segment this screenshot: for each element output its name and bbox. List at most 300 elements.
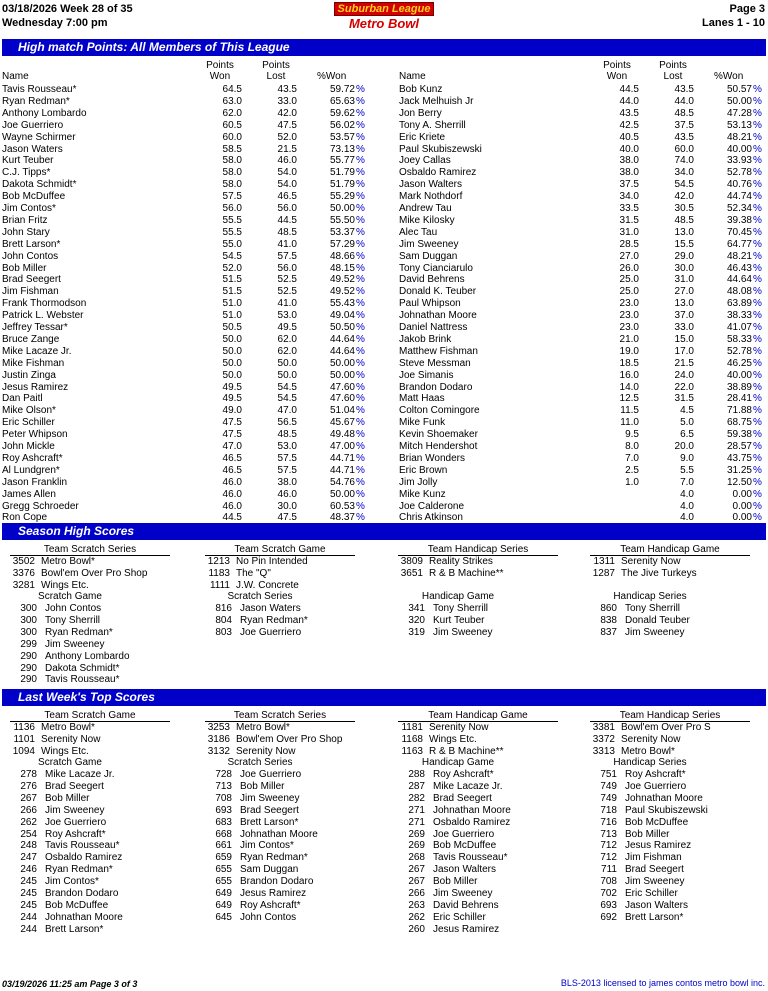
score-entry	[10, 603, 101, 615]
score-entry	[585, 722, 711, 734]
last-week-section-bar: Last Week's Top Scores	[2, 689, 766, 706]
bowler-name: Ryan Redman*	[240, 614, 308, 626]
score-entry	[5, 734, 100, 746]
player-name: Paul Skubiszewski	[399, 143, 482, 155]
individual-category-title: Scratch Game	[38, 591, 102, 602]
bowling-center-name: Metro Bowl	[348, 16, 420, 31]
score-entry	[205, 840, 294, 852]
score-entry	[398, 603, 488, 615]
score-entry	[205, 769, 301, 781]
score-entry	[205, 888, 306, 900]
score-entry	[393, 722, 488, 734]
points-won: 31.0	[619, 226, 639, 238]
percent-sign: %	[753, 167, 762, 179]
player-name: Colton Comingore	[399, 405, 480, 417]
player-name: Jim Sweeney	[399, 238, 459, 250]
points-won: 51.0	[222, 298, 242, 310]
column-header-points-lost: Lost	[266, 71, 286, 82]
score-entry	[590, 852, 682, 864]
points-lost: 42.0	[277, 107, 297, 119]
score-value: 287	[408, 780, 425, 792]
pct-won: 64.77	[726, 238, 752, 250]
bowler-name: Bob Miller	[433, 876, 478, 888]
percent-sign: %	[753, 417, 762, 429]
pct-won: 54.76	[329, 476, 355, 488]
player-name: Jakob Brink	[399, 333, 452, 345]
pct-won: 55.29	[329, 191, 355, 203]
player-name: Jim Contos*	[2, 203, 56, 214]
pct-won: 40.00	[726, 143, 752, 155]
points-lost: 46.0	[277, 488, 297, 500]
score-value: 267	[20, 792, 37, 804]
bowler-name: Brett Larson*	[45, 923, 104, 935]
percent-sign: %	[356, 107, 365, 119]
points-won: 28.5	[619, 238, 639, 250]
percent-sign: %	[753, 214, 762, 226]
player-name: Brandon Dodaro	[399, 381, 473, 393]
team-category-title: Team Scratch Game	[205, 544, 355, 556]
player-name: Jon Berry	[399, 107, 442, 119]
bowler-team-name: J.W. Concrete	[236, 579, 299, 591]
score-entry	[590, 769, 686, 781]
score-value: 683	[215, 816, 232, 828]
individual-category-title: Handicap Series	[613, 591, 687, 602]
points-won: 63.0	[222, 95, 242, 107]
bowler-team-name: Bowl'em Over Pro Shop	[236, 733, 343, 745]
percent-sign: %	[753, 95, 762, 107]
points-lost: 53.0	[277, 310, 297, 322]
score-value: 659	[215, 852, 232, 864]
bowler-name: Jim Contos*	[45, 876, 99, 888]
score-entry	[205, 912, 296, 924]
percent-sign: %	[753, 405, 762, 417]
bowler-name: Bob McDuffee	[433, 840, 497, 852]
bowler-team-name: Wings Etc.	[41, 579, 89, 591]
high-match-section-bar: High match Points: All Members of This League	[2, 39, 766, 56]
pct-won: 33.93	[726, 155, 752, 167]
points-won: 51.5	[222, 274, 242, 286]
player-name: John Stary	[2, 226, 50, 238]
score-value: 3132	[207, 745, 230, 757]
percent-sign: %	[356, 84, 365, 95]
score-value: 1183	[208, 567, 230, 579]
pct-won: 46.25	[726, 357, 752, 369]
points-won: 33.5	[619, 203, 639, 214]
bowler-name: Donald Teuber	[625, 614, 690, 626]
score-entry	[398, 852, 507, 864]
player-name: Dan Paitl	[2, 393, 43, 405]
player-name: Mike Funk	[399, 417, 446, 429]
player-name: Sam Duggan	[399, 250, 458, 262]
player-name: Peter Whipson	[2, 429, 68, 441]
score-value: 749	[600, 792, 617, 804]
points-lost: 4.5	[680, 405, 694, 417]
pct-won: 60.53	[329, 500, 355, 512]
pct-won: 50.50	[329, 322, 355, 333]
pct-won: 43.75	[726, 452, 752, 464]
points-won: 47.5	[222, 429, 242, 441]
player-name: Mike Kunz	[399, 488, 446, 500]
points-lost: 27.0	[674, 286, 694, 298]
points-lost: 21.5	[674, 357, 694, 369]
percent-sign: %	[753, 322, 762, 333]
bowler-name: Jason Waters	[240, 603, 301, 614]
player-name: Joe Calderone	[399, 500, 465, 512]
pct-won: 49.04	[329, 310, 355, 322]
bowler-name: Johnathan Moore	[45, 911, 123, 923]
bowler-team-name: Serenity Now	[621, 556, 681, 567]
points-won: 40.0	[619, 143, 639, 155]
score-value: 319	[408, 626, 425, 638]
score-entry	[398, 888, 492, 900]
points-won: 49.0	[222, 405, 242, 417]
percent-sign: %	[356, 155, 365, 167]
score-value: 3186	[207, 733, 230, 745]
points-won: 58.0	[222, 179, 242, 191]
individual-category-title: Scratch Series	[227, 591, 293, 602]
percent-sign: %	[753, 357, 762, 369]
bowler-name: Anthony Lombardo	[45, 650, 130, 662]
points-lost: 44.5	[277, 214, 297, 226]
bowler-name: Jim Sweeney	[45, 638, 105, 650]
player-name: Brian Wonders	[399, 452, 465, 464]
percent-sign: %	[356, 167, 365, 179]
score-entry	[585, 556, 680, 568]
score-value: 269	[408, 828, 425, 840]
points-won: 25.0	[619, 286, 639, 298]
percent-sign: %	[753, 179, 762, 191]
bowler-team-name: Metro Bowl*	[41, 556, 95, 567]
points-won: 40.5	[619, 131, 639, 143]
bowler-name: Brad Seegert	[45, 780, 104, 792]
bowler-team-name: Bowl'em Over Pro S	[621, 722, 711, 733]
bowler-name: Joe Guerriero	[625, 780, 687, 792]
score-entry	[590, 781, 686, 793]
bowler-name: Roy Ashcraft*	[45, 828, 106, 840]
points-lost: 20.0	[674, 441, 694, 452]
pct-won: 47.28	[726, 107, 752, 119]
score-entry	[10, 829, 106, 841]
bowler-team-name: No Pin Intended	[236, 556, 308, 567]
pct-won: 40.76	[726, 179, 752, 191]
points-lost: 5.5	[680, 464, 694, 476]
points-lost: 60.0	[674, 143, 694, 155]
percent-sign: %	[753, 393, 762, 405]
score-entry	[393, 746, 503, 758]
percent-sign: %	[356, 500, 365, 512]
bowler-name: Jim Fishman	[625, 852, 682, 864]
points-won: 54.5	[222, 250, 242, 262]
bowler-name: Osbaldo Ramirez	[45, 852, 123, 864]
points-won: 8.0	[625, 441, 639, 452]
percent-sign: %	[356, 405, 365, 417]
player-name: Osbaldo Ramirez	[399, 167, 477, 179]
pct-won: 49.48	[329, 429, 355, 441]
player-name: Bob Miller	[2, 262, 47, 274]
score-value: 262	[20, 816, 37, 828]
points-won: 51.5	[222, 286, 242, 298]
bowler-name: Mike Lacaze Jr.	[433, 780, 503, 792]
player-name: Brian Fritz	[2, 214, 48, 226]
pct-won: 31.25	[726, 464, 752, 476]
points-won: 46.5	[222, 464, 242, 476]
points-lost: 43.5	[277, 84, 297, 95]
points-won: 38.0	[619, 155, 639, 167]
points-won: 44.5	[222, 512, 242, 524]
score-entry	[398, 793, 492, 805]
column-header-points-won: Points	[603, 60, 631, 71]
bowler-name: Joe Guerriero	[433, 828, 495, 840]
points-won: 56.0	[222, 203, 242, 214]
bowler-name: Tony Sherrill	[625, 603, 681, 614]
percent-sign: %	[356, 143, 365, 155]
score-value: 282	[408, 792, 425, 804]
points-won: 44.0	[619, 95, 639, 107]
score-value: 244	[20, 911, 37, 923]
player-name: Roy Ashcraft*	[2, 452, 63, 464]
pct-won: 59.38	[726, 429, 752, 441]
points-lost: 62.0	[277, 345, 297, 357]
score-value: 267	[408, 876, 425, 888]
points-lost: 15.0	[674, 333, 694, 345]
score-entry	[200, 568, 271, 580]
score-entry	[585, 734, 680, 746]
score-entry	[10, 817, 106, 829]
bowler-name: Brad Seegert	[625, 864, 684, 876]
score-value: 3502	[12, 556, 35, 567]
bowler-name: Tony Sherrill	[433, 603, 489, 614]
pct-won: 55.43	[329, 298, 355, 310]
bowler-team-name: Wings Etc.	[429, 733, 477, 745]
pct-won: 52.78	[726, 345, 752, 357]
score-entry	[205, 805, 299, 817]
score-entry	[10, 912, 123, 924]
points-lost: 74.0	[674, 155, 694, 167]
score-entry	[398, 769, 494, 781]
percent-sign: %	[753, 333, 762, 345]
points-lost: 43.5	[674, 84, 694, 95]
points-lost: 57.5	[277, 250, 297, 262]
score-entry	[398, 829, 494, 841]
score-value: 816	[215, 603, 232, 614]
player-name: Tavis Rousseau*	[2, 84, 77, 95]
score-value: 3651	[400, 567, 423, 579]
player-name: Joe Guerriero	[2, 119, 64, 131]
score-value: 288	[408, 769, 425, 780]
points-won: 46.0	[222, 500, 242, 512]
score-value: 269	[408, 840, 425, 852]
score-value: 1213	[207, 556, 230, 567]
points-won: 57.5	[222, 191, 242, 203]
bowler-name: Jim Sweeney	[433, 626, 493, 638]
points-won: 46.0	[222, 476, 242, 488]
points-lost: 13.0	[674, 226, 694, 238]
score-value: 3313	[592, 745, 615, 757]
bowler-team-name: Metro Bowl*	[236, 722, 290, 733]
percent-sign: %	[753, 203, 762, 214]
percent-sign: %	[753, 369, 762, 381]
score-entry	[590, 615, 690, 627]
pct-won: 50.00	[329, 369, 355, 381]
score-entry	[10, 840, 119, 852]
bowler-name: Johnathan Moore	[433, 804, 511, 816]
pct-won: 28.41	[726, 393, 752, 405]
points-won: 12.5	[619, 393, 639, 405]
points-won: 25.0	[619, 274, 639, 286]
bowler-name: Bob Miller	[45, 792, 90, 804]
points-lost: 37.0	[674, 310, 694, 322]
individual-category-title: Scratch Game	[38, 757, 102, 768]
score-value: 692	[600, 911, 617, 923]
score-entry	[590, 912, 683, 924]
individual-category-title: Handicap Series	[613, 757, 687, 768]
score-value: 693	[600, 899, 617, 911]
bowler-name: Jesus Ramirez	[625, 840, 692, 852]
score-value: 1181	[401, 722, 423, 733]
points-lost: 56.0	[277, 262, 297, 274]
player-name: Daniel Nattress	[399, 322, 468, 333]
player-name: Jason Waters	[2, 143, 63, 155]
player-name: Jason Walters	[399, 179, 462, 191]
bowler-team-name: Serenity Now	[41, 733, 101, 745]
score-value: 661	[215, 840, 232, 852]
score-entry	[393, 568, 503, 580]
score-value: 3809	[400, 556, 423, 567]
percent-sign: %	[753, 310, 762, 322]
points-won: 26.0	[619, 262, 639, 274]
column-header-points-lost: Lost	[663, 71, 683, 82]
player-name: Jason Franklin	[2, 476, 68, 488]
bowler-name: Bob Miller	[240, 780, 285, 792]
percent-sign: %	[753, 226, 762, 238]
points-lost: 9.0	[680, 452, 694, 464]
score-entry	[10, 615, 100, 627]
points-lost: 7.0	[680, 476, 694, 488]
pct-won: 38.33	[726, 310, 752, 322]
bowler-name: Dakota Schmidt*	[45, 662, 120, 674]
bowler-name: Bob Miller	[625, 828, 670, 840]
points-lost: 52.5	[277, 274, 297, 286]
player-name: Tony A. Sherrill	[399, 119, 466, 131]
bowler-name: Tavis Rousseau*	[433, 852, 508, 864]
score-entry	[10, 852, 122, 864]
points-lost: 53.0	[277, 441, 297, 452]
player-name: Jim Jolly	[399, 476, 438, 488]
pct-won: 44.64	[726, 274, 752, 286]
pct-won: 12.50	[726, 476, 752, 488]
pct-won: 48.08	[726, 286, 752, 298]
pct-won: 68.75	[726, 417, 752, 429]
bowler-team-name: Wings Etc.	[41, 745, 89, 757]
score-value: 749	[600, 780, 617, 792]
percent-sign: %	[753, 488, 762, 500]
column-header-name: Name	[399, 71, 426, 82]
percent-sign: %	[356, 274, 365, 286]
points-lost: 57.5	[277, 452, 297, 464]
bowler-name: Roy Ashcraft*	[240, 899, 301, 911]
column-header-points-lost: Points	[659, 60, 687, 71]
season-high-section-bar: Season High Scores	[2, 523, 766, 540]
score-value: 300	[20, 626, 37, 638]
column-header-points-lost: Points	[262, 60, 290, 71]
bowler-team-name: The Jive Turkeys	[621, 567, 697, 579]
bowler-name: Joe Guerriero	[45, 816, 107, 828]
score-value: 1101	[13, 733, 35, 745]
pct-won: 44.71	[329, 452, 355, 464]
player-name: Andrew Tau	[399, 203, 452, 214]
points-won: 50.0	[222, 333, 242, 345]
bowler-team-name: Bowl'em Over Pro Shop	[41, 567, 148, 579]
score-value: 245	[20, 888, 37, 899]
score-value: 655	[215, 876, 232, 888]
percent-sign: %	[356, 250, 365, 262]
points-won: 38.0	[619, 167, 639, 179]
bowler-name: Ryan Redman*	[240, 852, 308, 864]
percent-sign: %	[753, 286, 762, 298]
bowler-team-name: R & B Machine**	[429, 745, 504, 757]
percent-sign: %	[356, 333, 365, 345]
score-value: 712	[600, 852, 617, 864]
bowler-name: Osbaldo Ramirez	[433, 816, 511, 828]
individual-category-title: Handicap Game	[421, 591, 495, 602]
score-entry	[398, 615, 485, 627]
team-category-title: Team Handicap Game	[398, 710, 558, 722]
percent-sign: %	[356, 298, 365, 310]
percent-sign: %	[356, 452, 365, 464]
pct-won: 48.66	[329, 250, 355, 262]
player-name: Matt Haas	[399, 393, 445, 405]
bowler-name: Tony Sherrill	[45, 614, 101, 626]
score-value: 713	[600, 828, 617, 840]
player-name: John Mickle	[2, 441, 55, 452]
bowler-name: Jesus Ramirez	[240, 888, 307, 899]
percent-sign: %	[753, 345, 762, 357]
score-value: 1287	[592, 567, 615, 579]
bowler-name: Bob McDuffee	[625, 816, 689, 828]
percent-sign: %	[356, 214, 365, 226]
pct-won: 50.00	[726, 95, 752, 107]
points-lost: 42.0	[674, 191, 694, 203]
points-won: 27.0	[619, 250, 639, 262]
pct-won: 55.77	[329, 155, 355, 167]
score-entry	[398, 840, 496, 852]
score-value: 712	[600, 840, 617, 852]
league-name: Suburban League	[334, 2, 435, 16]
bowler-name: Johnathan Moore	[240, 828, 318, 840]
points-lost: 56.0	[277, 203, 297, 214]
lanes-range: Lanes 1 - 10	[702, 17, 765, 29]
score-value: 655	[215, 864, 232, 876]
score-entry	[200, 556, 308, 568]
score-entry	[10, 627, 113, 639]
bowler-name: Brad Seegert	[240, 804, 299, 816]
score-value: 645	[215, 911, 232, 923]
score-value: 693	[215, 804, 232, 816]
points-lost: 4.0	[680, 488, 694, 500]
score-value: 708	[600, 876, 617, 888]
points-lost: 30.0	[277, 500, 297, 512]
player-name: Mitch Hendershot	[399, 441, 478, 452]
pct-won: 0.00	[732, 488, 752, 500]
percent-sign: %	[356, 464, 365, 476]
points-lost: 13.0	[674, 298, 694, 310]
percent-sign: %	[356, 131, 365, 143]
bowler-name: John Contos	[45, 603, 102, 614]
score-entry	[590, 817, 688, 829]
bowler-name: Kurt Teuber	[433, 614, 485, 626]
pct-won: 44.64	[329, 333, 355, 345]
score-entry	[398, 876, 477, 888]
